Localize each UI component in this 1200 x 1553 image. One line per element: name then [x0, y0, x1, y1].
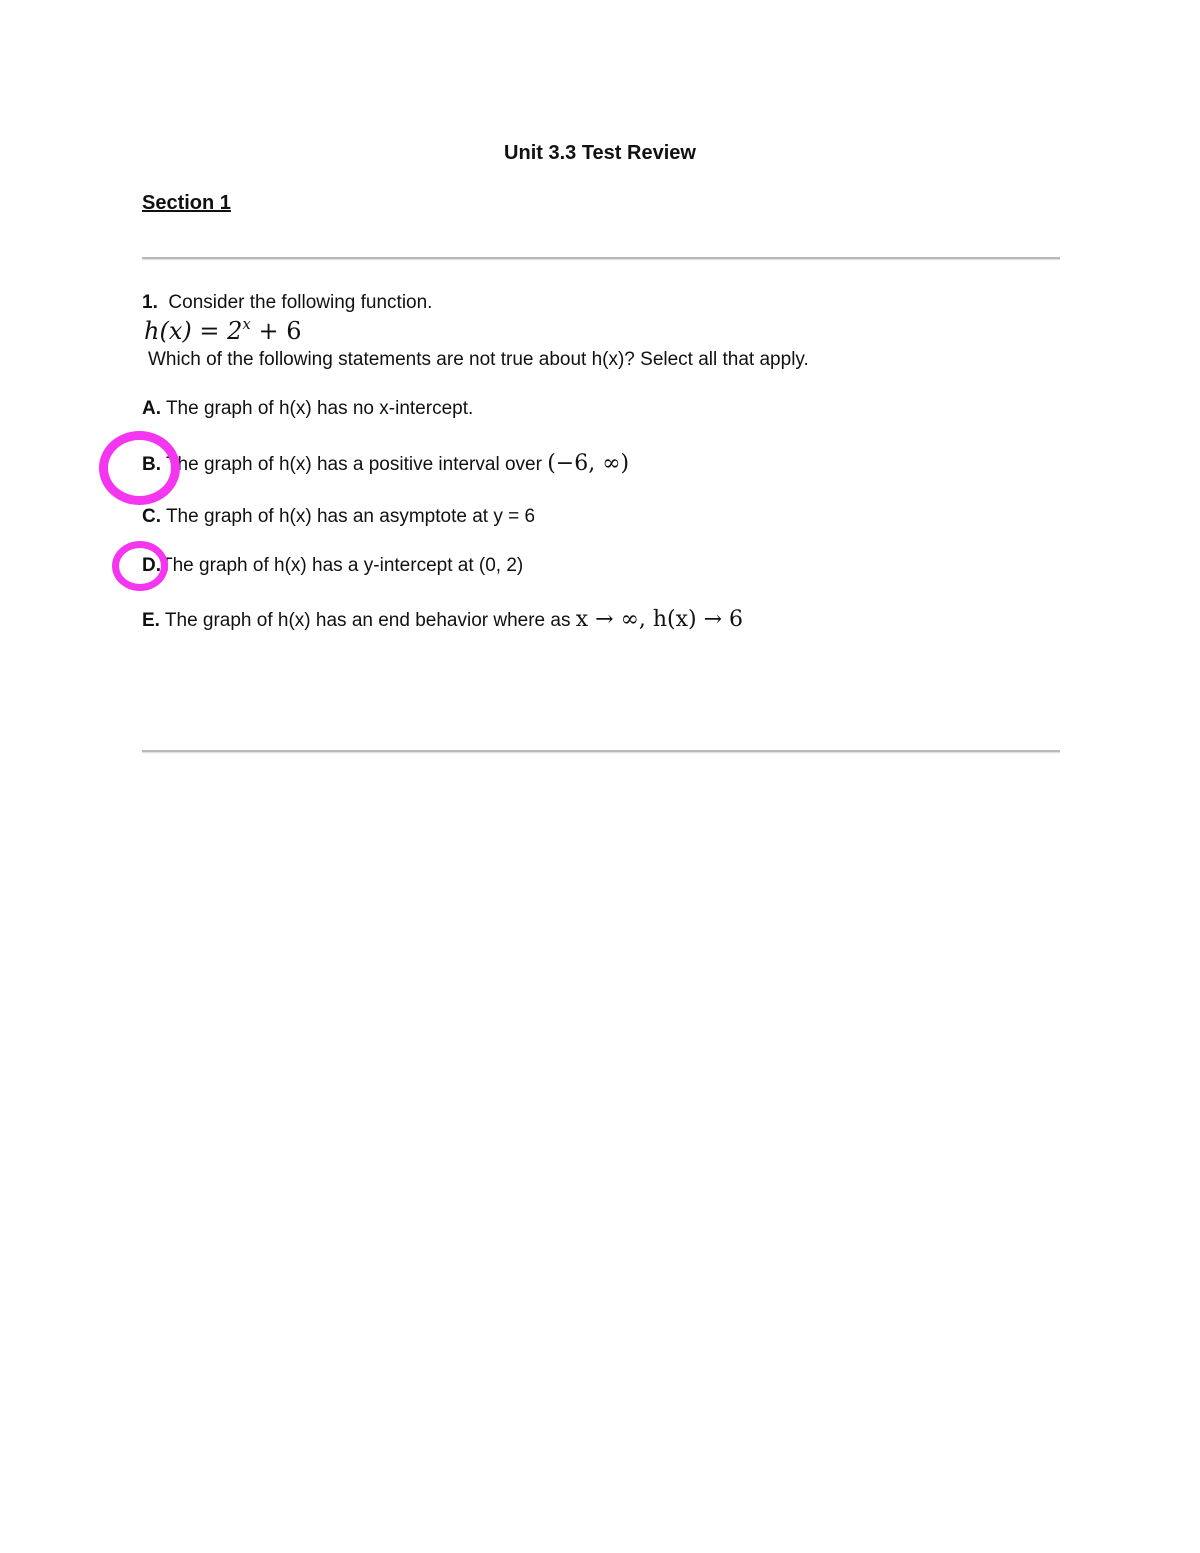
option-letter: A. — [142, 398, 161, 419]
option-a[interactable] — [142, 398, 473, 420]
question-number: 1. — [142, 292, 158, 313]
option-d[interactable] — [142, 555, 523, 577]
option-math: x → ∞, h(x) → 6 — [575, 607, 744, 632]
option-c[interactable] — [142, 506, 535, 528]
option-text: The graph of h(x) has a y-intercept at (0, 2) — [161, 555, 524, 576]
section-heading: Section 1 — [142, 192, 231, 214]
option-text: The graph of h(x) has a positive interval over — [165, 454, 542, 475]
function-formula — [144, 315, 301, 345]
option-text: The graph of h(x) has an end behavior where as — [164, 610, 571, 631]
top-divider — [142, 257, 1060, 259]
option-letter: E. — [142, 610, 160, 631]
option-math: (−6, ∞) — [547, 451, 630, 476]
option-letter: C. — [142, 506, 161, 527]
question-intro-line — [142, 292, 432, 314]
page-title: Unit 3.3 Test Review — [504, 142, 696, 164]
option-b[interactable] — [142, 451, 629, 476]
formula-rhs: + 6 — [250, 317, 302, 345]
question-intro: Consider the following function. — [168, 292, 433, 313]
option-letter: B. — [142, 454, 161, 475]
formula-lhs: h(x) = 2 — [144, 317, 243, 345]
option-letter: D. — [142, 555, 161, 576]
formula-exponent: x — [242, 315, 251, 333]
option-text: The graph of h(x) has an asymptote at y = 6 — [165, 506, 536, 527]
selection-circle-d — [112, 541, 168, 591]
question-prompt: Which of the following statements are not true about h(x)? Select all that apply. — [148, 349, 809, 370]
option-text: The graph of h(x) has no x-intercept. — [165, 398, 474, 419]
bottom-divider — [142, 750, 1060, 752]
selection-circle-b — [99, 431, 180, 505]
option-e[interactable] — [142, 607, 743, 632]
